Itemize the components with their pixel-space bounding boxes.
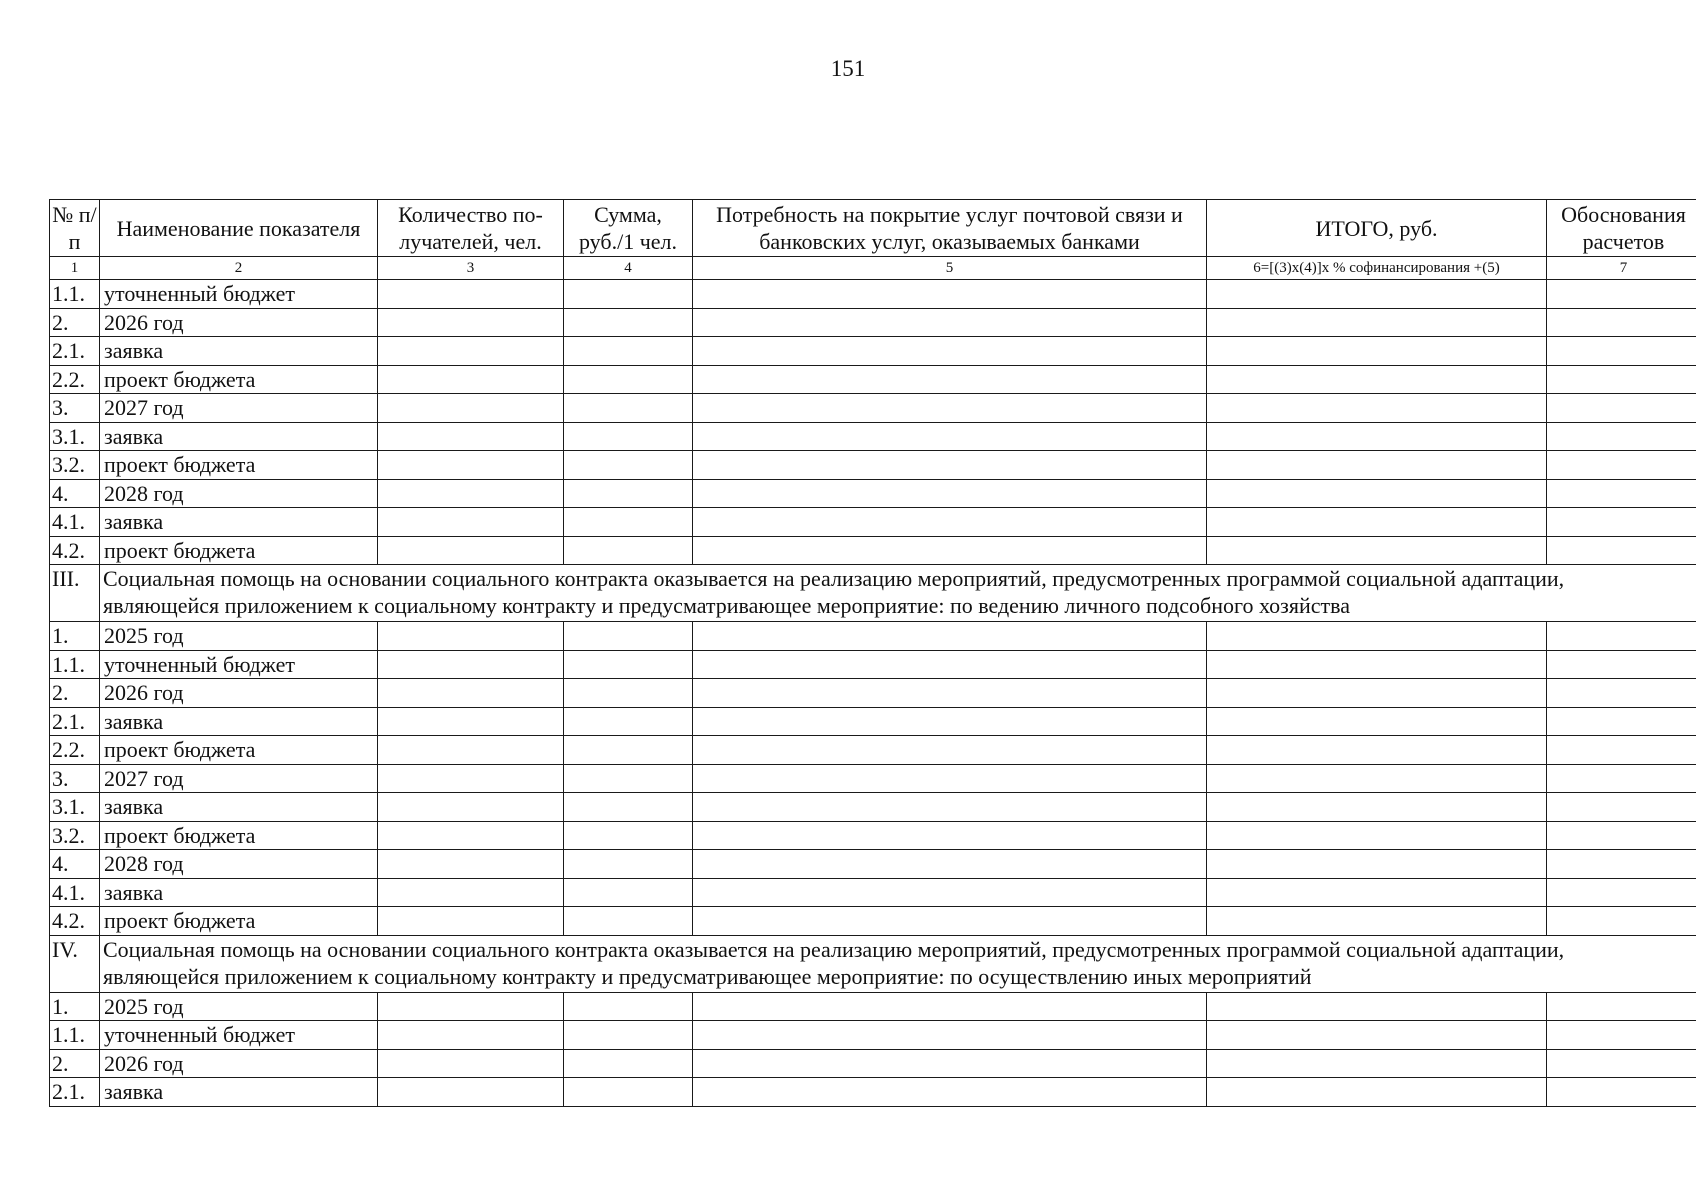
empty-cell bbox=[1207, 764, 1547, 793]
empty-cell bbox=[564, 508, 693, 537]
empty-cell bbox=[693, 1049, 1207, 1078]
empty-cell bbox=[693, 365, 1207, 394]
row-number: 4. bbox=[50, 850, 100, 879]
empty-cell bbox=[564, 365, 693, 394]
empty-cell bbox=[564, 679, 693, 708]
empty-cell bbox=[1547, 479, 1696, 508]
table-row bbox=[50, 907, 1696, 936]
row-number: 2.1. bbox=[50, 1078, 100, 1107]
indicator-name: заявка bbox=[100, 793, 378, 822]
row-number: 1. bbox=[50, 622, 100, 651]
row-number: 3.2. bbox=[50, 451, 100, 480]
empty-cell bbox=[1547, 1021, 1696, 1050]
empty-cell bbox=[693, 821, 1207, 850]
header-cell: ИТОГО, руб. bbox=[1207, 200, 1547, 257]
empty-cell bbox=[378, 764, 564, 793]
empty-cell bbox=[1207, 650, 1547, 679]
row-number: 3. bbox=[50, 764, 100, 793]
empty-cell bbox=[1547, 679, 1696, 708]
empty-cell bbox=[693, 451, 1207, 480]
empty-cell bbox=[564, 907, 693, 936]
empty-cell bbox=[564, 707, 693, 736]
indicator-name: 2026 год bbox=[100, 1049, 378, 1078]
table-row bbox=[50, 650, 1696, 679]
empty-cell bbox=[693, 479, 1207, 508]
empty-cell bbox=[378, 878, 564, 907]
empty-cell bbox=[564, 280, 693, 309]
indicator-name: уточненный бюджет bbox=[100, 1021, 378, 1050]
empty-cell bbox=[378, 479, 564, 508]
empty-cell bbox=[564, 878, 693, 907]
empty-cell bbox=[564, 1049, 693, 1078]
table-row bbox=[50, 622, 1696, 651]
table-body bbox=[50, 280, 1696, 1107]
empty-cell bbox=[693, 650, 1207, 679]
empty-cell bbox=[564, 479, 693, 508]
empty-cell bbox=[693, 1078, 1207, 1107]
empty-cell bbox=[564, 821, 693, 850]
empty-cell bbox=[1207, 907, 1547, 936]
empty-cell bbox=[378, 907, 564, 936]
empty-cell bbox=[1547, 907, 1696, 936]
indicator-name: проект бюджета bbox=[100, 536, 378, 565]
table-row bbox=[50, 308, 1696, 337]
table-row bbox=[50, 736, 1696, 765]
empty-cell bbox=[693, 850, 1207, 879]
page-number: 151 bbox=[830, 56, 866, 81]
empty-cell bbox=[378, 308, 564, 337]
column-number-row bbox=[50, 257, 1696, 280]
empty-cell bbox=[1547, 707, 1696, 736]
empty-cell bbox=[693, 308, 1207, 337]
empty-cell bbox=[1547, 508, 1696, 537]
row-number: 2. bbox=[50, 308, 100, 337]
empty-cell bbox=[378, 536, 564, 565]
empty-cell bbox=[378, 679, 564, 708]
table-row bbox=[50, 992, 1696, 1021]
empty-cell bbox=[1207, 1078, 1547, 1107]
empty-cell bbox=[378, 707, 564, 736]
empty-cell bbox=[693, 280, 1207, 309]
row-number: 2.2. bbox=[50, 365, 100, 394]
indicator-name: 2025 год bbox=[100, 622, 378, 651]
indicator-name: 2027 год bbox=[100, 764, 378, 793]
table-row bbox=[50, 337, 1696, 366]
table-row bbox=[50, 1078, 1696, 1107]
empty-cell bbox=[564, 1021, 693, 1050]
table-row bbox=[50, 850, 1696, 879]
empty-cell bbox=[378, 451, 564, 480]
empty-cell bbox=[693, 1021, 1207, 1050]
empty-cell bbox=[1207, 508, 1547, 537]
empty-cell bbox=[564, 536, 693, 565]
empty-cell bbox=[693, 793, 1207, 822]
table-row bbox=[50, 1021, 1696, 1050]
row-number: III. bbox=[50, 565, 100, 622]
row-number: 3.1. bbox=[50, 793, 100, 822]
empty-cell bbox=[378, 992, 564, 1021]
row-number: 1.1. bbox=[50, 1021, 100, 1050]
empty-cell bbox=[1547, 650, 1696, 679]
table-row bbox=[50, 821, 1696, 850]
empty-cell bbox=[1547, 622, 1696, 651]
empty-cell bbox=[693, 508, 1207, 537]
indicator-name: проект бюджета bbox=[100, 451, 378, 480]
empty-cell bbox=[1547, 850, 1696, 879]
budget-table bbox=[49, 199, 1696, 1107]
row-number: 2.2. bbox=[50, 736, 100, 765]
empty-cell bbox=[378, 736, 564, 765]
table-row bbox=[50, 764, 1696, 793]
empty-cell bbox=[564, 850, 693, 879]
header-cell: Обоснования расчетов bbox=[1547, 200, 1696, 257]
empty-cell bbox=[378, 850, 564, 879]
table-row bbox=[50, 536, 1696, 565]
empty-cell bbox=[693, 707, 1207, 736]
column-number-cell: 7 bbox=[1547, 257, 1696, 280]
indicator-name: заявка bbox=[100, 508, 378, 537]
empty-cell bbox=[1547, 764, 1696, 793]
indicator-name: заявка bbox=[100, 707, 378, 736]
table-header bbox=[50, 200, 1696, 280]
empty-cell bbox=[693, 992, 1207, 1021]
empty-cell bbox=[1547, 821, 1696, 850]
empty-cell bbox=[693, 394, 1207, 423]
empty-cell bbox=[693, 622, 1207, 651]
header-cell: Сумма, руб./1 чел. bbox=[564, 200, 693, 257]
header-cell: Наименование показателя bbox=[100, 200, 378, 257]
table-row bbox=[50, 422, 1696, 451]
table-row bbox=[50, 679, 1696, 708]
empty-cell bbox=[378, 394, 564, 423]
indicator-name: заявка bbox=[100, 1078, 378, 1107]
empty-cell bbox=[1207, 536, 1547, 565]
empty-cell bbox=[1547, 280, 1696, 309]
empty-cell bbox=[564, 394, 693, 423]
header-cell: № п/п bbox=[50, 200, 100, 257]
empty-cell bbox=[1547, 1049, 1696, 1078]
empty-cell bbox=[1207, 736, 1547, 765]
row-number: 4. bbox=[50, 479, 100, 508]
table-row bbox=[50, 707, 1696, 736]
empty-cell bbox=[564, 308, 693, 337]
empty-cell bbox=[1547, 394, 1696, 423]
empty-cell bbox=[1547, 422, 1696, 451]
empty-cell bbox=[693, 736, 1207, 765]
empty-cell bbox=[378, 650, 564, 679]
empty-cell bbox=[564, 793, 693, 822]
empty-cell bbox=[378, 821, 564, 850]
empty-cell bbox=[693, 536, 1207, 565]
header-cell: Потребность на покрытие услуг почтовой связи и банковских услуг, оказываемых банками bbox=[693, 200, 1207, 257]
empty-cell bbox=[378, 508, 564, 537]
empty-cell bbox=[1547, 451, 1696, 480]
row-number: 2.1. bbox=[50, 337, 100, 366]
empty-cell bbox=[1207, 679, 1547, 708]
empty-cell bbox=[1547, 1078, 1696, 1107]
empty-cell bbox=[1207, 337, 1547, 366]
row-number: 3. bbox=[50, 394, 100, 423]
table-row bbox=[50, 394, 1696, 423]
empty-cell bbox=[564, 451, 693, 480]
table-row bbox=[50, 878, 1696, 907]
header-cell: Количество по-лучателей, чел. bbox=[378, 200, 564, 257]
empty-cell bbox=[1207, 365, 1547, 394]
indicator-name: проект бюджета bbox=[100, 821, 378, 850]
empty-cell bbox=[1547, 878, 1696, 907]
table-row bbox=[50, 508, 1696, 537]
row-number: IV. bbox=[50, 935, 100, 992]
indicator-name: проект бюджета bbox=[100, 907, 378, 936]
empty-cell bbox=[693, 679, 1207, 708]
empty-cell bbox=[1547, 536, 1696, 565]
indicator-name: 2026 год bbox=[100, 308, 378, 337]
empty-cell bbox=[1207, 451, 1547, 480]
empty-cell bbox=[378, 1021, 564, 1050]
empty-cell bbox=[1547, 736, 1696, 765]
empty-cell bbox=[693, 907, 1207, 936]
empty-cell bbox=[1547, 793, 1696, 822]
empty-cell bbox=[564, 764, 693, 793]
empty-cell bbox=[693, 878, 1207, 907]
empty-cell bbox=[564, 422, 693, 451]
empty-cell bbox=[378, 793, 564, 822]
row-number: 2.1. bbox=[50, 707, 100, 736]
empty-cell bbox=[564, 622, 693, 651]
empty-cell bbox=[1207, 707, 1547, 736]
indicator-name: проект бюджета bbox=[100, 365, 378, 394]
empty-cell bbox=[693, 337, 1207, 366]
empty-cell bbox=[564, 337, 693, 366]
indicator-name: 2028 год bbox=[100, 850, 378, 879]
empty-cell bbox=[1207, 821, 1547, 850]
empty-cell bbox=[1207, 992, 1547, 1021]
empty-cell bbox=[378, 1049, 564, 1078]
empty-cell bbox=[378, 280, 564, 309]
row-number: 4.2. bbox=[50, 536, 100, 565]
indicator-name: уточненный бюджет bbox=[100, 650, 378, 679]
empty-cell bbox=[564, 736, 693, 765]
table-row bbox=[50, 280, 1696, 309]
indicator-name: проект бюджета bbox=[100, 736, 378, 765]
indicator-name: 2025 год bbox=[100, 992, 378, 1021]
column-number-cell: 2 bbox=[100, 257, 378, 280]
empty-cell bbox=[378, 622, 564, 651]
header-row bbox=[50, 200, 1696, 257]
row-number: 3.2. bbox=[50, 821, 100, 850]
empty-cell bbox=[1207, 622, 1547, 651]
indicator-name: 2028 год bbox=[100, 479, 378, 508]
row-number: 1.1. bbox=[50, 650, 100, 679]
empty-cell bbox=[1547, 337, 1696, 366]
section-row bbox=[50, 935, 1696, 992]
section-title: Социальная помощь на основании социального контракта оказывается на реализацию мероприятий, предусмотренных программой социальной адаптации, являющейся приложением к социальному контракту и предусматривающее мероприятие: по ведению личного подсобного хозяйства bbox=[100, 565, 1696, 622]
empty-cell bbox=[378, 422, 564, 451]
empty-cell bbox=[564, 1078, 693, 1107]
table-row bbox=[50, 479, 1696, 508]
empty-cell bbox=[1207, 850, 1547, 879]
empty-cell bbox=[1207, 878, 1547, 907]
indicator-name: заявка bbox=[100, 337, 378, 366]
row-number: 2. bbox=[50, 1049, 100, 1078]
empty-cell bbox=[1207, 793, 1547, 822]
table-row bbox=[50, 451, 1696, 480]
empty-cell bbox=[1207, 308, 1547, 337]
section-row bbox=[50, 565, 1696, 622]
indicator-name: 2026 год bbox=[100, 679, 378, 708]
row-number: 3.1. bbox=[50, 422, 100, 451]
empty-cell bbox=[378, 365, 564, 394]
row-number: 1. bbox=[50, 992, 100, 1021]
row-number: 2. bbox=[50, 679, 100, 708]
column-number-cell: 4 bbox=[564, 257, 693, 280]
row-number: 4.1. bbox=[50, 878, 100, 907]
empty-cell bbox=[693, 764, 1207, 793]
empty-cell bbox=[1207, 394, 1547, 423]
column-number-cell: 3 bbox=[378, 257, 564, 280]
table-row bbox=[50, 1049, 1696, 1078]
empty-cell bbox=[1547, 308, 1696, 337]
empty-cell bbox=[1207, 422, 1547, 451]
row-number: 4.2. bbox=[50, 907, 100, 936]
section-title: Социальная помощь на основании социального контракта оказывается на реализацию мероприятий, предусмотренных программой социальной адаптации, являющейся приложением к социальному контракту и предусматривающее мероприятие: по осуществлению иных мероприятий bbox=[100, 935, 1696, 992]
table-row bbox=[50, 793, 1696, 822]
row-number: 4.1. bbox=[50, 508, 100, 537]
column-number-cell: 1 bbox=[50, 257, 100, 280]
empty-cell bbox=[1547, 365, 1696, 394]
table-row bbox=[50, 365, 1696, 394]
column-number-cell: 6=[(3)х(4)]х % софинансирования +(5) bbox=[1207, 257, 1547, 280]
empty-cell bbox=[1207, 280, 1547, 309]
empty-cell bbox=[378, 337, 564, 366]
empty-cell bbox=[1207, 479, 1547, 508]
indicator-name: заявка bbox=[100, 422, 378, 451]
indicator-name: заявка bbox=[100, 878, 378, 907]
empty-cell bbox=[564, 650, 693, 679]
indicator-name: уточненный бюджет bbox=[100, 280, 378, 309]
empty-cell bbox=[1207, 1021, 1547, 1050]
empty-cell bbox=[564, 992, 693, 1021]
empty-cell bbox=[693, 422, 1207, 451]
empty-cell bbox=[1547, 992, 1696, 1021]
indicator-name: 2027 год bbox=[100, 394, 378, 423]
row-number: 1.1. bbox=[50, 280, 100, 309]
empty-cell bbox=[378, 1078, 564, 1107]
column-number-cell: 5 bbox=[693, 257, 1207, 280]
empty-cell bbox=[1207, 1049, 1547, 1078]
